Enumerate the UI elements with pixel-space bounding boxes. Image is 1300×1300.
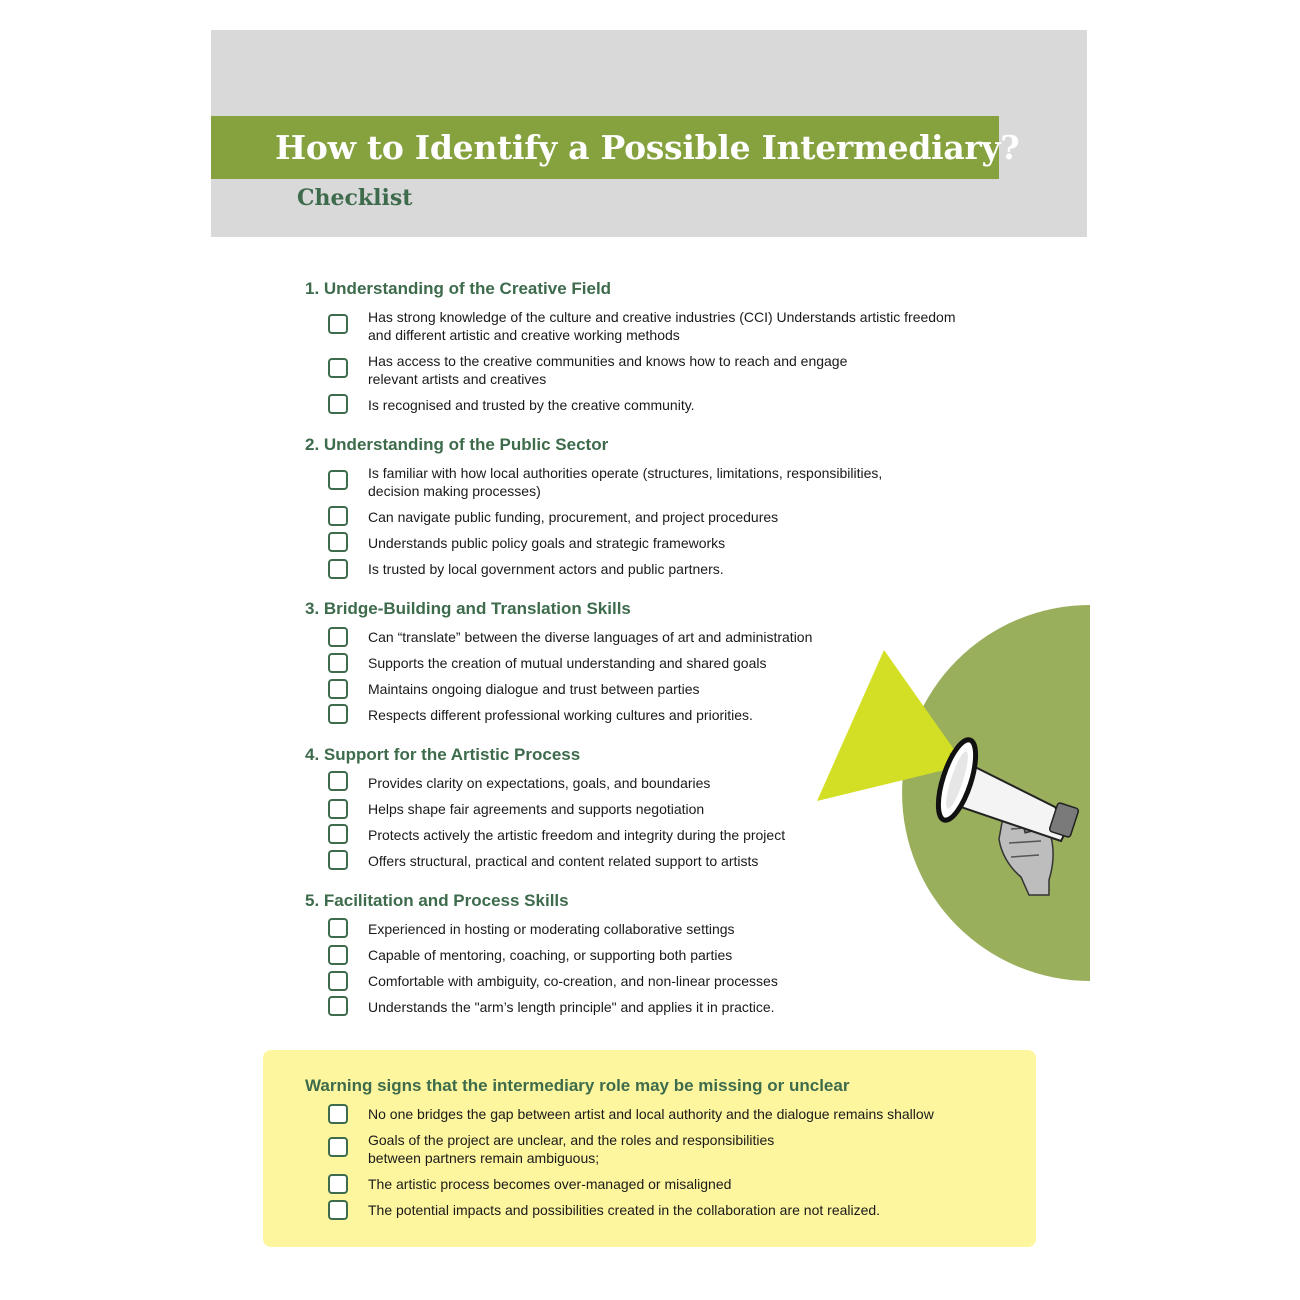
warning-item-text xyxy=(368,1105,1008,1123)
item-line: Understands public policy goals and strategic frameworks xyxy=(368,535,726,551)
warning-item-text xyxy=(368,1201,1008,1219)
checkbox[interactable] xyxy=(328,1200,348,1220)
warning-heading: Warning signs that the intermediary role may be missing or unclear xyxy=(305,1076,850,1095)
checkbox[interactable] xyxy=(328,394,348,414)
item-line: The potential impacts and possibilities created in the collaboration are not realized. xyxy=(368,1202,881,1218)
checklist-item-text xyxy=(368,352,1008,388)
item-line: Supports the creation of mutual understanding and shared goals xyxy=(368,655,767,671)
item-line: relevant artists and creatives xyxy=(368,371,547,387)
item-line: decision making processes) xyxy=(368,483,541,499)
checkbox[interactable] xyxy=(328,1137,348,1157)
page-title: How to Identify a Possible Intermediary? xyxy=(275,128,1020,167)
checklist-item-text xyxy=(368,654,1008,672)
checkbox[interactable] xyxy=(328,799,348,819)
checkbox[interactable] xyxy=(328,627,348,647)
item-line: Helps shape fair agreements and supports negotiation xyxy=(368,801,705,817)
item-line: Is recognised and trusted by the creative community. xyxy=(368,397,695,413)
item-line: Is familiar with how local authorities operate (structures, limitations, responsibilities, xyxy=(368,465,883,481)
checklist-item-text xyxy=(368,800,1008,818)
item-line: No one bridges the gap between artist and local authority and the dialogue remains shallow xyxy=(368,1106,934,1122)
checkbox[interactable] xyxy=(328,679,348,699)
checklist-item-text xyxy=(368,308,1008,344)
item-line: Goals of the project are unclear, and the roles and responsibilities xyxy=(368,1132,775,1148)
item-line: Respects different professional working cultures and priorities. xyxy=(368,707,753,723)
checklist-item-text xyxy=(368,508,1008,526)
item-line: Comfortable with ambiguity, co-creation, and non-linear processes xyxy=(368,973,778,989)
checkbox[interactable] xyxy=(328,1174,348,1194)
checklist-item-text xyxy=(368,706,1008,724)
checkbox[interactable] xyxy=(328,653,348,673)
item-line: Capable of mentoring, coaching, or supporting both parties xyxy=(368,947,733,963)
item-line: Understands the "arm’s length principle" and applies it in practice. xyxy=(368,999,775,1015)
item-line: Protects actively the artistic freedom and integrity during the project xyxy=(368,827,786,843)
section-heading-artistic-process: 4. Support for the Artistic Process xyxy=(305,745,581,764)
section-heading-bridge-building: 3. Bridge-Building and Translation Skills xyxy=(305,599,631,618)
item-line: Has strong knowledge of the culture and creative industries (CCI) Understands artistic freedom xyxy=(368,309,956,325)
checkbox[interactable] xyxy=(328,358,348,378)
warning-item-text xyxy=(368,1175,1008,1193)
item-line: Has access to the creative communities and knows how to reach and engage xyxy=(368,353,848,369)
checklist-item-text xyxy=(368,396,1008,414)
checkbox[interactable] xyxy=(328,506,348,526)
warning-item-text xyxy=(368,1131,1008,1167)
checklist-item-text xyxy=(368,972,1008,990)
item-line: The artistic process becomes over-managed or misaligned xyxy=(368,1176,732,1192)
checklist-item-text xyxy=(368,774,1008,792)
section-heading-facilitation: 5. Facilitation and Process Skills xyxy=(305,891,569,910)
checklist-item-text xyxy=(368,534,1008,552)
checkbox[interactable] xyxy=(328,971,348,991)
checkbox[interactable] xyxy=(328,945,348,965)
checklist-item-text xyxy=(368,826,1008,844)
checklist-item-text xyxy=(368,852,1008,870)
item-line: Maintains ongoing dialogue and trust between parties xyxy=(368,681,700,697)
item-line: Can navigate public funding, procurement, and project procedures xyxy=(368,509,779,525)
checkbox[interactable] xyxy=(328,824,348,844)
checkbox[interactable] xyxy=(328,704,348,724)
checklist-item-text xyxy=(368,464,1008,500)
checklist-item-text xyxy=(368,560,1008,578)
item-line: and different artistic and creative working methods xyxy=(368,327,680,343)
page-subtitle: Checklist xyxy=(297,185,413,211)
item-line: Can “translate” between the diverse languages of art and administration xyxy=(368,629,813,645)
item-line: Offers structural, practical and content related support to artists xyxy=(368,853,759,869)
checkbox[interactable] xyxy=(328,996,348,1016)
checklist-item-text xyxy=(368,920,1008,938)
checkbox[interactable] xyxy=(328,771,348,791)
checkbox[interactable] xyxy=(328,532,348,552)
checkbox[interactable] xyxy=(328,314,348,334)
checkbox[interactable] xyxy=(328,850,348,870)
item-line: Is trusted by local government actors and public partners. xyxy=(368,561,724,577)
checkbox[interactable] xyxy=(328,1104,348,1124)
checklist-item-text xyxy=(368,628,1008,646)
checkbox[interactable] xyxy=(328,918,348,938)
checklist-item-text xyxy=(368,998,1008,1016)
checkbox[interactable] xyxy=(328,470,348,490)
item-line: Experienced in hosting or moderating collaborative settings xyxy=(368,921,735,937)
item-line: between partners remain ambiguous; xyxy=(368,1150,600,1166)
section-heading-public-sector: 2. Understanding of the Public Sector xyxy=(305,435,609,454)
checklist-item-text xyxy=(368,680,1008,698)
checklist-item-text xyxy=(368,946,1008,964)
section-heading-creative-field: 1. Understanding of the Creative Field xyxy=(305,279,612,298)
item-line: Provides clarity on expectations, goals, and boundaries xyxy=(368,775,711,791)
checkbox[interactable] xyxy=(328,559,348,579)
